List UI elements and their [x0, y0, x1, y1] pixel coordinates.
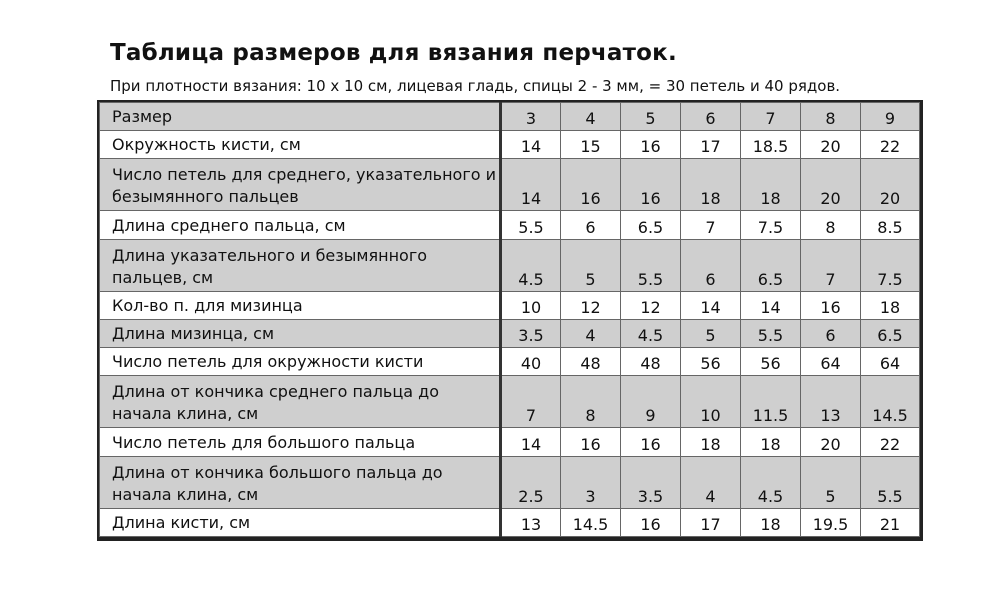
value-cell: 18.5 [741, 131, 801, 159]
value-cell: 14 [501, 159, 561, 211]
value-cell: 7 [681, 211, 741, 239]
value-cell: 20 [801, 159, 861, 211]
value-cell: 4.5 [741, 456, 801, 508]
value-cell: 14 [681, 291, 741, 319]
size-header-cell: 4 [561, 103, 621, 131]
value-cell: 13 [501, 508, 561, 536]
value-cell: 16 [561, 159, 621, 211]
value-cell: 56 [681, 348, 741, 376]
value-cell: 8 [561, 376, 621, 428]
row-label-cell: Длина кисти, см [100, 508, 501, 536]
size-table [99, 102, 920, 537]
row-label-cell: Длина от кончика большого пальца до начала клина, см [100, 456, 501, 508]
row-label-cell: Длина мизинца, см [100, 319, 501, 347]
value-cell: 9 [621, 376, 681, 428]
value-cell: 40 [501, 348, 561, 376]
size-header-cell: 7 [741, 103, 801, 131]
row-label-cell: Число петель для окружности кисти [100, 348, 501, 376]
row-label-cell: Число петель для большого пальца [100, 428, 501, 456]
table-row [100, 508, 920, 536]
value-cell: 6.5 [621, 211, 681, 239]
value-cell: 7 [801, 239, 861, 291]
table-row [100, 319, 920, 347]
value-cell: 10 [501, 291, 561, 319]
value-cell: 20 [861, 159, 920, 211]
row-label-cell: Окружность кисти, см [100, 131, 501, 159]
page-subtitle: При плотности вязания: 10 х 10 см, лицевая гладь, спицы 2 - 3 мм, = 30 петель и 40 рядов. [110, 77, 841, 95]
value-cell: 18 [681, 428, 741, 456]
row-label-cell: Число петель для среднего, указательного и безымянного пальцев [100, 159, 501, 211]
value-cell: 7.5 [741, 211, 801, 239]
value-cell: 16 [801, 291, 861, 319]
value-cell: 6 [681, 239, 741, 291]
value-cell: 5.5 [861, 456, 920, 508]
value-cell: 16 [621, 159, 681, 211]
value-cell: 20 [801, 131, 861, 159]
table-row [100, 211, 920, 239]
table-row [100, 159, 920, 211]
value-cell: 3.5 [501, 319, 561, 347]
value-cell: 5.5 [621, 239, 681, 291]
value-cell: 14 [741, 291, 801, 319]
value-cell: 5 [801, 456, 861, 508]
value-cell: 3.5 [621, 456, 681, 508]
value-cell: 14.5 [561, 508, 621, 536]
value-cell: 56 [741, 348, 801, 376]
value-cell: 16 [621, 428, 681, 456]
value-cell: 3 [561, 456, 621, 508]
value-cell: 21 [861, 508, 920, 536]
value-cell: 64 [801, 348, 861, 376]
value-cell: 48 [621, 348, 681, 376]
value-cell: 14 [501, 131, 561, 159]
value-cell: 2.5 [501, 456, 561, 508]
value-cell: 18 [681, 159, 741, 211]
value-cell: 18 [741, 508, 801, 536]
row-label-cell: Кол-во п. для мизинца [100, 291, 501, 319]
value-cell: 15 [561, 131, 621, 159]
page-title: Таблица размеров для вязания перчаток. [110, 40, 677, 66]
value-cell: 16 [621, 508, 681, 536]
value-cell: 4 [681, 456, 741, 508]
value-cell: 11.5 [741, 376, 801, 428]
value-cell: 5.5 [741, 319, 801, 347]
row-label-cell: Длина среднего пальца, см [100, 211, 501, 239]
row-label-cell: Длина от кончика среднего пальца до начала клина, см [100, 376, 501, 428]
value-cell: 4.5 [621, 319, 681, 347]
value-cell: 17 [681, 508, 741, 536]
table-row [100, 376, 920, 428]
value-cell: 22 [861, 131, 920, 159]
value-cell: 14 [501, 428, 561, 456]
table-row [100, 291, 920, 319]
value-cell: 10 [681, 376, 741, 428]
value-cell: 5.5 [501, 211, 561, 239]
size-table-container [97, 100, 923, 541]
value-cell: 6.5 [741, 239, 801, 291]
value-cell: 12 [561, 291, 621, 319]
table-row [100, 131, 920, 159]
table-row [100, 348, 920, 376]
table-row [100, 428, 920, 456]
value-cell: 5 [561, 239, 621, 291]
value-cell: 12 [621, 291, 681, 319]
size-header-cell: 5 [621, 103, 681, 131]
value-cell: 18 [741, 159, 801, 211]
value-cell: 16 [621, 131, 681, 159]
value-cell: 6 [561, 211, 621, 239]
value-cell: 4.5 [501, 239, 561, 291]
table-header-row [100, 103, 920, 131]
row-label-cell: Длина указательного и безымянного пальцев, см [100, 239, 501, 291]
value-cell: 8 [801, 211, 861, 239]
value-cell: 8.5 [861, 211, 920, 239]
size-header-cell: 8 [801, 103, 861, 131]
value-cell: 17 [681, 131, 741, 159]
value-cell: 14.5 [861, 376, 920, 428]
size-header-cell: 3 [501, 103, 561, 131]
value-cell: 22 [861, 428, 920, 456]
value-cell: 7 [501, 376, 561, 428]
value-cell: 6.5 [861, 319, 920, 347]
value-cell: 6 [801, 319, 861, 347]
size-header-cell: 6 [681, 103, 741, 131]
value-cell: 64 [861, 348, 920, 376]
value-cell: 16 [561, 428, 621, 456]
header-label-cell: Размер [100, 103, 501, 131]
value-cell: 7.5 [861, 239, 920, 291]
size-header-cell: 9 [861, 103, 920, 131]
value-cell: 13 [801, 376, 861, 428]
value-cell: 20 [801, 428, 861, 456]
value-cell: 4 [561, 319, 621, 347]
value-cell: 19.5 [801, 508, 861, 536]
table-row [100, 239, 920, 291]
value-cell: 5 [681, 319, 741, 347]
value-cell: 18 [741, 428, 801, 456]
value-cell: 18 [861, 291, 920, 319]
table-row [100, 456, 920, 508]
value-cell: 48 [561, 348, 621, 376]
